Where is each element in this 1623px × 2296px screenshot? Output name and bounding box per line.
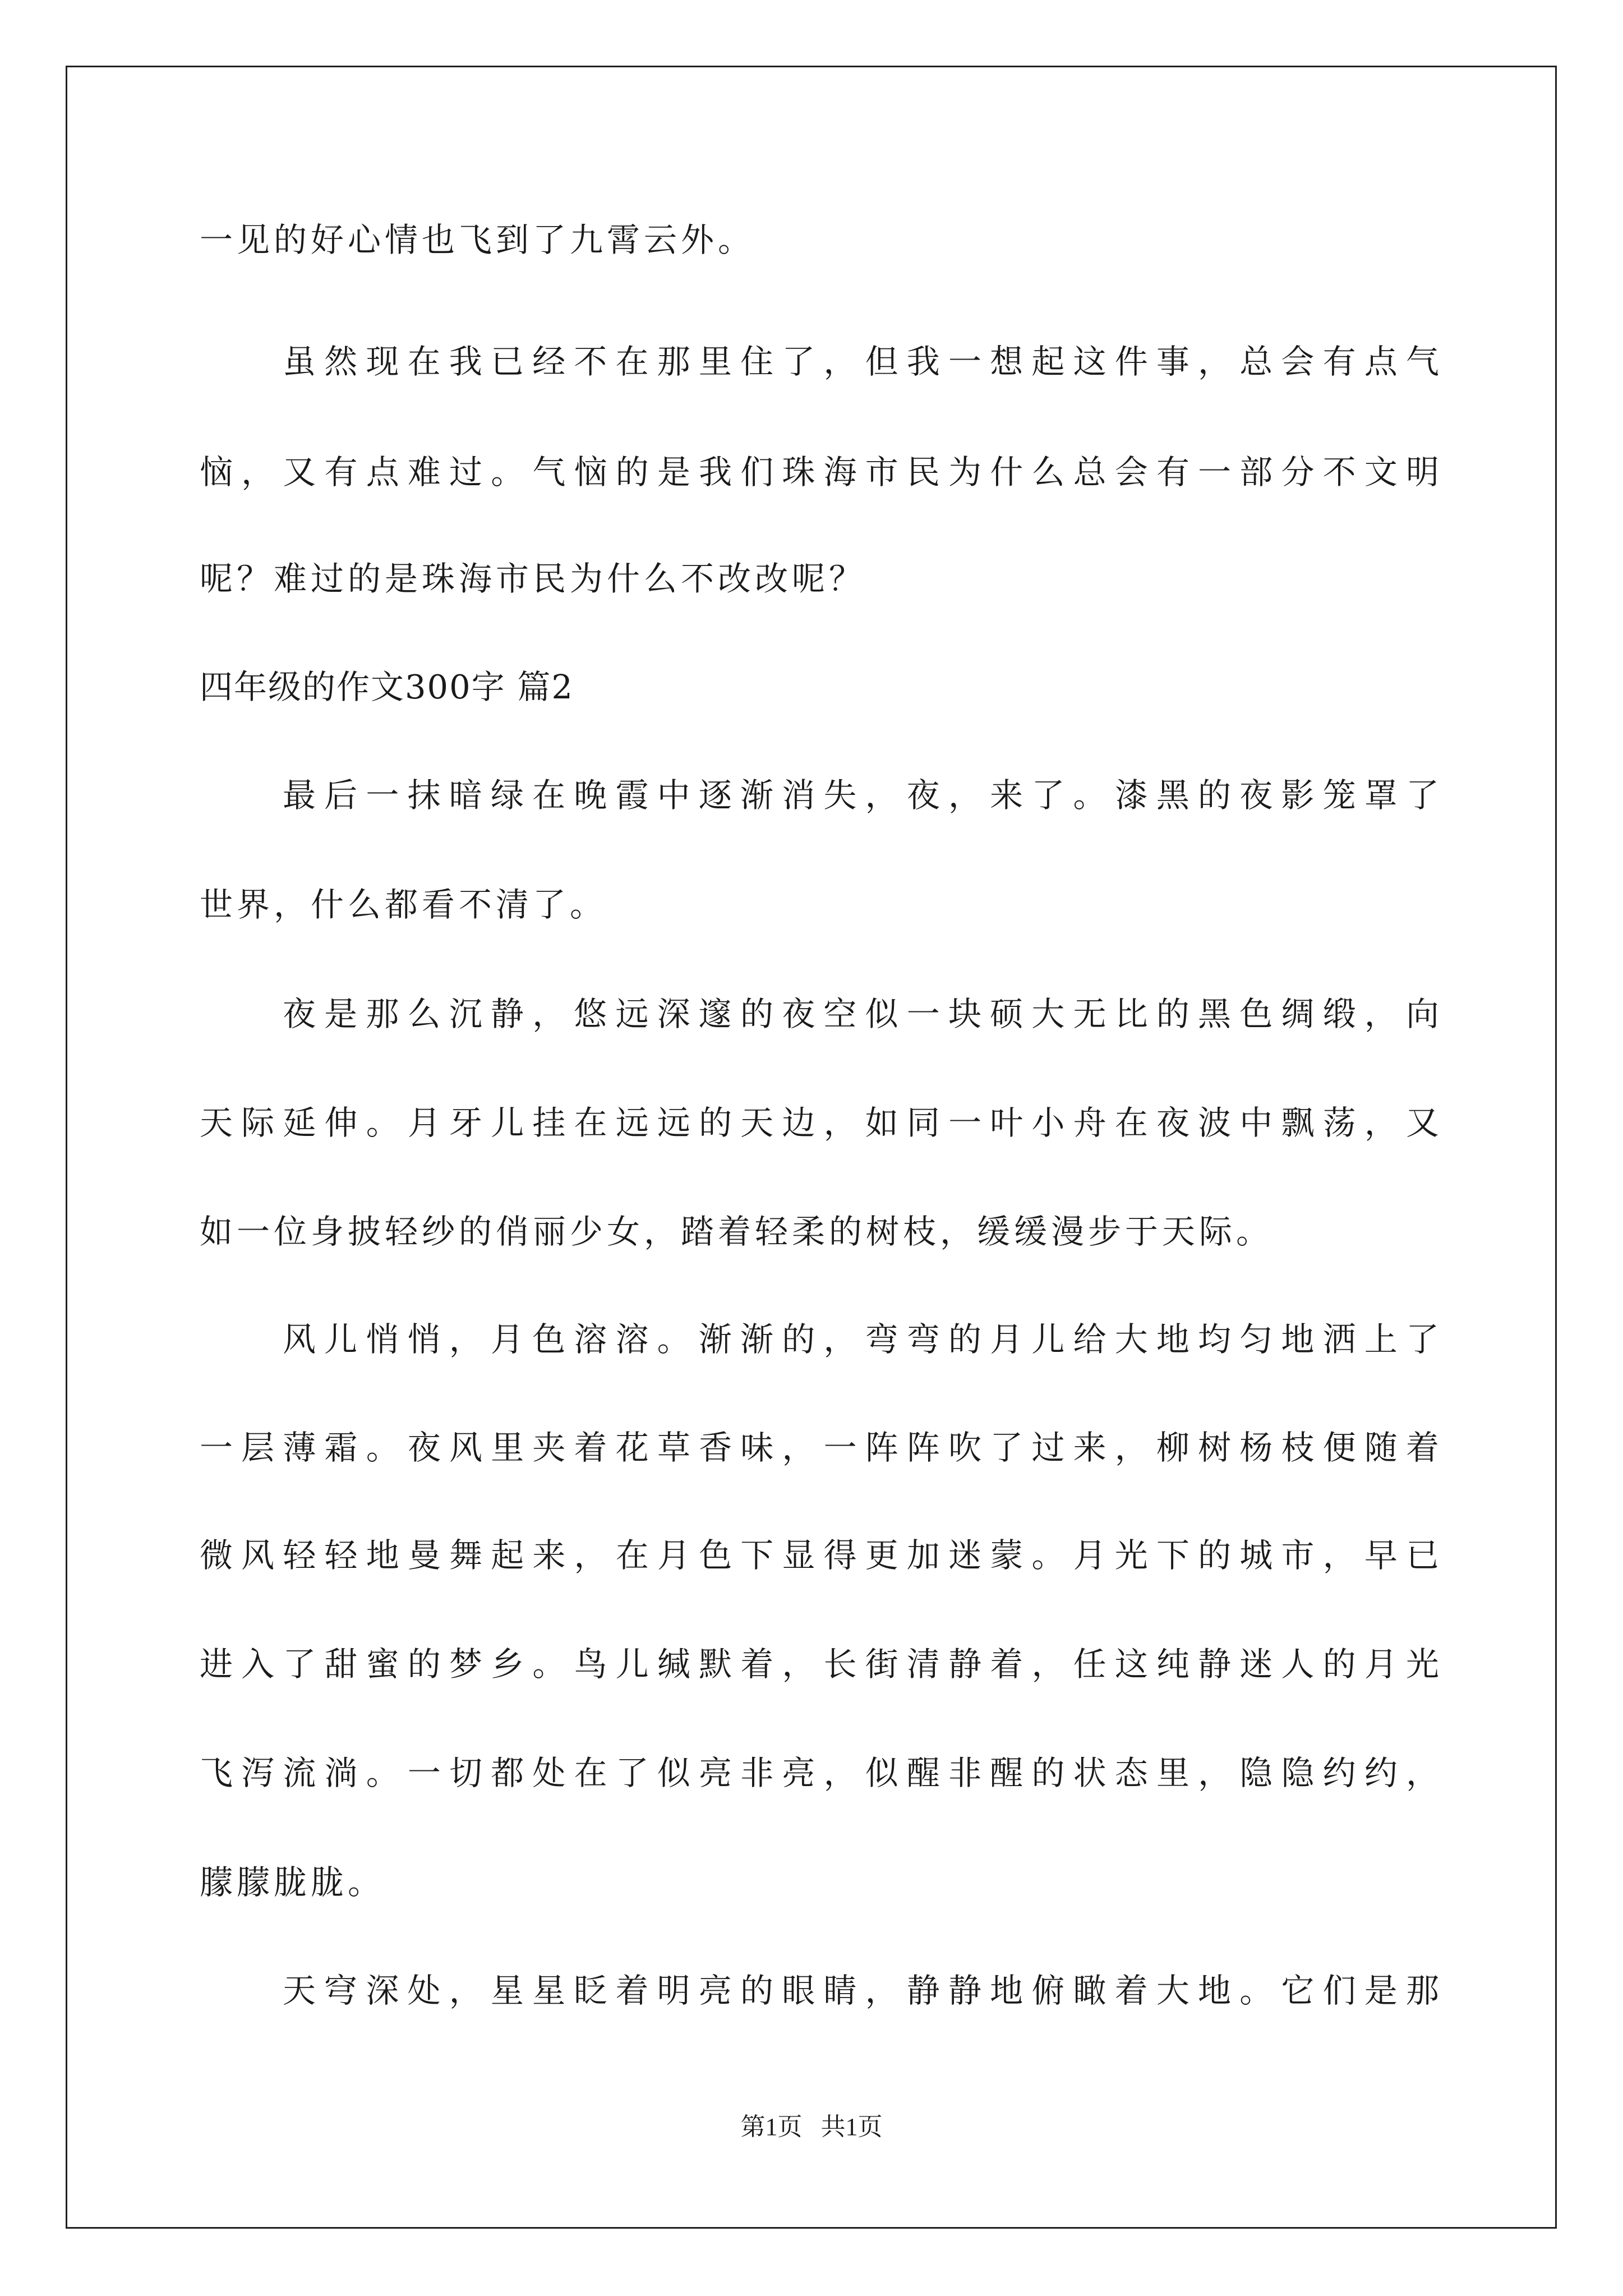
text-line: 微风轻轻地曼舞起来，在月色下显得更加迷蒙。月光下的城市，早已 bbox=[200, 1536, 1439, 1575]
text-line: 进入了甜蜜的梦乡。鸟儿缄默着，长街清静着，任这纯静迷人的月光 bbox=[200, 1645, 1439, 1683]
text-line: 世界，什么都看不清了。 bbox=[200, 885, 607, 924]
text-line: 一层薄霜。夜风里夹着花草香味，一阵阵吹了过来，柳树杨枝便随着 bbox=[200, 1428, 1439, 1467]
page-footer: 第1页 共1页 bbox=[740, 2113, 883, 2141]
text-line: 朦朦胧胧。 bbox=[200, 1863, 385, 1902]
text-line: 一见的好心情也飞到了九霄云外。 bbox=[200, 220, 755, 259]
text-line: 呢？难过的是珠海市民为什么不改改呢？ bbox=[200, 559, 866, 598]
paragraph-first-line: 风儿悄悄，月色溶溶。渐渐的，弯弯的月儿给大地均匀地洒上了 bbox=[283, 1320, 1439, 1359]
text-line: 飞泻流淌。一切都处在了似亮非亮，似醒非醒的状态里，隐隐约约， bbox=[200, 1754, 1439, 1792]
text-line: 如一位身披轻纱的俏丽少女，踏着轻柔的树枝，缓缓漫步于天际。 bbox=[200, 1212, 1274, 1251]
text-line: 恼，又有点难过。气恼的是我们珠海市民为什么总会有一部分不文明 bbox=[200, 453, 1439, 491]
section-heading: 四年级的作文300字 篇2 bbox=[200, 668, 574, 706]
paragraph-first-line: 天穹深处，星星眨着明亮的眼睛，静静地俯瞰着大地。它们是那 bbox=[283, 1971, 1439, 2010]
text-line: 天际延伸。月牙儿挂在远远的天边，如同一叶小舟在夜波中飘荡，又 bbox=[200, 1103, 1439, 1142]
paragraph-first-line: 夜是那么沉静，悠远深邃的夜空似一块硕大无比的黑色绸缎，向 bbox=[283, 995, 1439, 1033]
paragraph-first-line: 虽然现在我已经不在那里住了，但我一想起这件事，总会有点气 bbox=[283, 342, 1439, 381]
paragraph-first-line: 最后一抹暗绿在晚霞中逐渐消失，夜，来了。漆黑的夜影笼罩了 bbox=[283, 776, 1439, 815]
